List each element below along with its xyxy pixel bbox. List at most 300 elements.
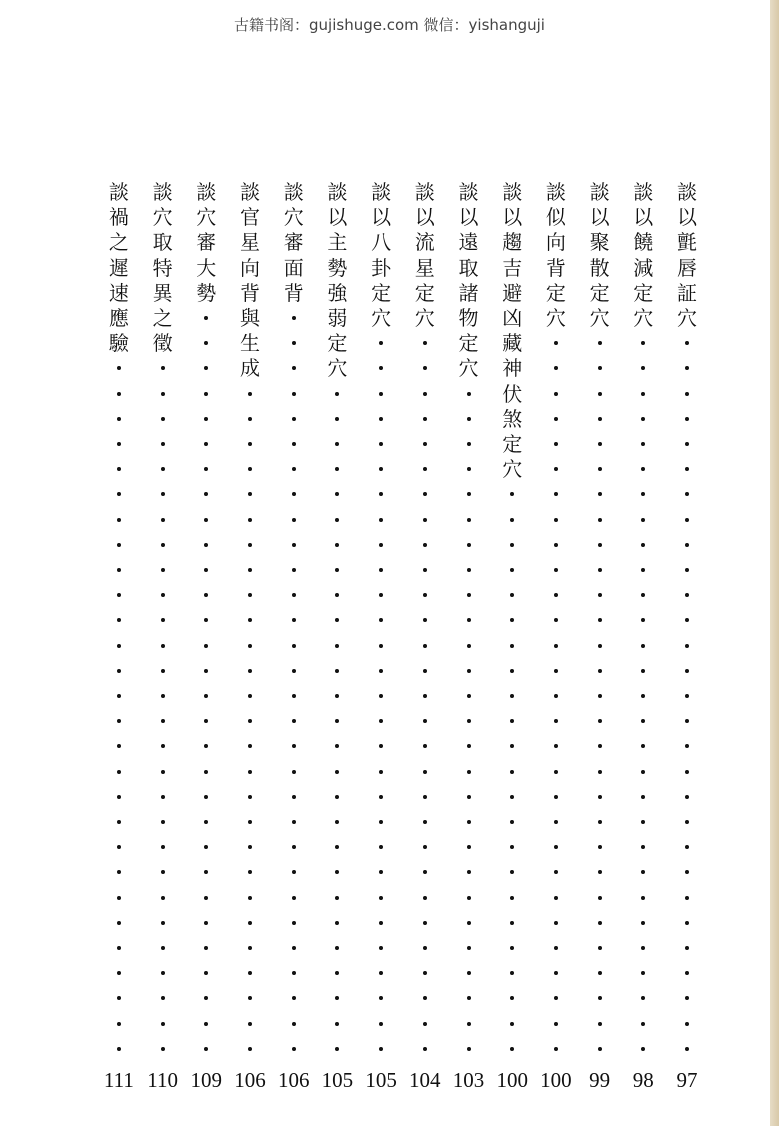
leader-dot (423, 820, 427, 824)
leader-dot (467, 568, 471, 572)
leader-dot (379, 593, 383, 597)
leader-dot (379, 341, 383, 345)
leader-dot (685, 896, 689, 900)
toc-entry-title: 談 官 星 向 背 與 生 成 (240, 180, 260, 381)
toc-entry (454, 180, 484, 1100)
leader-dot (292, 946, 296, 950)
leader-dot (379, 820, 383, 824)
toc-entry (104, 180, 134, 1100)
leader-dot (335, 870, 339, 874)
leader-dot (379, 467, 383, 471)
leader-dot (598, 543, 602, 547)
leader-dot (117, 820, 121, 824)
leader-dot (204, 543, 208, 547)
toc-entry-page-number: 106 (277, 1068, 310, 1092)
leader-dot (510, 694, 514, 698)
leader-dot (379, 921, 383, 925)
leader-dot (204, 492, 208, 496)
toc-entry-title: 談 穴 審 面 背 (283, 180, 304, 305)
leader-dot (467, 1022, 471, 1026)
leader-dot (510, 896, 514, 900)
leader-dot (204, 1022, 208, 1026)
leader-dot (117, 366, 121, 370)
leader-dot (117, 467, 121, 471)
toc-entry-page-number: 97 (676, 1068, 698, 1092)
leader-dot (204, 341, 208, 345)
leader-dot (554, 820, 558, 824)
leader-dot (467, 820, 471, 824)
leader-dot (641, 996, 645, 1000)
leader-dot (117, 644, 121, 648)
leader-dot (554, 845, 558, 849)
leader-dot (685, 644, 689, 648)
leader-dot (423, 870, 427, 874)
leader-dot (379, 669, 383, 673)
leader-dot (292, 719, 296, 723)
leader-dot (204, 644, 208, 648)
leader-dot (161, 492, 165, 496)
leader-dot (248, 593, 252, 597)
toc-entry-title: 談 以 流 星 定 穴 (414, 180, 435, 330)
leader-dot (423, 392, 427, 396)
leader-dot (641, 921, 645, 925)
leader-dot (554, 366, 558, 370)
leader-dot (248, 870, 252, 874)
leader-dot (598, 366, 602, 370)
leader-dot (335, 392, 339, 396)
toc-entry (279, 180, 309, 1100)
leader-dot (204, 921, 208, 925)
leader-dot (117, 618, 121, 622)
leader-dot (117, 1022, 121, 1026)
leader-dot (292, 770, 296, 774)
leader-dot (335, 845, 339, 849)
leader-dot (204, 795, 208, 799)
leader-dot (510, 518, 514, 522)
toc-entry-title: 談 以 遠 取 諸 物 定 穴 (458, 180, 479, 381)
leader-dot (641, 719, 645, 723)
leader-dot (685, 669, 689, 673)
leader-dot (510, 845, 514, 849)
leader-dot (641, 744, 645, 748)
leader-dot (685, 341, 689, 345)
leader-dot (685, 946, 689, 950)
leader-dot (423, 770, 427, 774)
leader-dot (598, 644, 602, 648)
leader-dot (685, 366, 689, 370)
leader-dot (292, 996, 296, 1000)
leader-dot (685, 392, 689, 396)
leader-dot (335, 1022, 339, 1026)
leader-dot (335, 971, 339, 975)
leader-dot (204, 870, 208, 874)
leader-dot (598, 492, 602, 496)
leader-dot (423, 518, 427, 522)
leader-dot (641, 442, 645, 446)
leader-dot (554, 795, 558, 799)
leader-dot (554, 492, 558, 496)
leader-dot (161, 719, 165, 723)
leader-dot (335, 492, 339, 496)
leader-dot (117, 996, 121, 1000)
leader-dot (117, 921, 121, 925)
leader-dot (598, 896, 602, 900)
leader-dot (467, 896, 471, 900)
toc-entry (366, 180, 396, 1100)
leader-dot (467, 392, 471, 396)
leader-dot (161, 694, 165, 698)
leader-dot (510, 719, 514, 723)
leader-dot (510, 644, 514, 648)
leader-dot (161, 518, 165, 522)
leader-dot (423, 971, 427, 975)
leader-dot (335, 543, 339, 547)
leader-dot (292, 744, 296, 748)
leader-dot (554, 744, 558, 748)
leader-dot (248, 669, 252, 673)
leader-dot (161, 593, 165, 597)
leader-dot (204, 618, 208, 622)
leader-dot (161, 467, 165, 471)
leader-dot (510, 1047, 514, 1051)
leader-dot (598, 996, 602, 1000)
leader-dot (161, 820, 165, 824)
leader-dot (510, 770, 514, 774)
leader-dot (117, 442, 121, 446)
leader-dot (248, 845, 252, 849)
leader-dot (292, 568, 296, 572)
leader-dot (641, 946, 645, 950)
leader-dot (554, 467, 558, 471)
leader-dot (117, 845, 121, 849)
toc-entry-page-number: 111 (103, 1068, 134, 1092)
leader-dot (379, 492, 383, 496)
toc-entry-title: 談 以 聚 散 定 穴 (589, 180, 610, 330)
leader-dot (248, 971, 252, 975)
leader-dot (641, 392, 645, 396)
leader-dot (467, 744, 471, 748)
leader-dot (292, 492, 296, 496)
leader-dot (641, 669, 645, 673)
leader-dot (641, 845, 645, 849)
leader-dot (204, 694, 208, 698)
toc-entry-page-number: 105 (321, 1068, 354, 1092)
leader-dot (467, 921, 471, 925)
leader-dot (423, 568, 427, 572)
leader-dot (117, 744, 121, 748)
leader-dot (598, 417, 602, 421)
leader-dot (117, 946, 121, 950)
leader-dot (510, 1022, 514, 1026)
leader-dot (117, 568, 121, 572)
leader-dot (467, 467, 471, 471)
leader-dot (379, 518, 383, 522)
leader-dot (598, 341, 602, 345)
leader-dot (248, 770, 252, 774)
toc-entry-page-number: 106 (234, 1068, 266, 1092)
leader-dot (379, 644, 383, 648)
leader-dot (423, 644, 427, 648)
leader-dot (204, 417, 208, 421)
leader-dot (598, 568, 602, 572)
leader-dot (248, 518, 252, 522)
leader-dot (467, 795, 471, 799)
leader-dot (510, 996, 514, 1000)
leader-dot (117, 1047, 121, 1051)
leader-dot (598, 669, 602, 673)
leader-dot (379, 442, 383, 446)
leader-dot (423, 417, 427, 421)
leader-dot (598, 593, 602, 597)
leader-dot (510, 870, 514, 874)
toc-entry-page-number: 98 (632, 1068, 654, 1092)
leader-dot (641, 618, 645, 622)
leader-dot (379, 417, 383, 421)
leader-dot (292, 644, 296, 648)
leader-dot (204, 946, 208, 950)
leader-dot (467, 845, 471, 849)
leader-dot (598, 845, 602, 849)
leader-dot (379, 568, 383, 572)
toc-entry (148, 180, 178, 1100)
leader-dot (204, 845, 208, 849)
toc-entry (585, 180, 615, 1100)
leader-dot (598, 618, 602, 622)
leader-dot (117, 694, 121, 698)
leader-dot (641, 694, 645, 698)
leader-dot (292, 921, 296, 925)
leader-dot (598, 1022, 602, 1026)
leader-dot (117, 896, 121, 900)
leader-dot (598, 770, 602, 774)
leader-dot (379, 971, 383, 975)
leader-dot (161, 543, 165, 547)
toc-entry (322, 180, 352, 1100)
toc-entry-title: 談 以 氈 唇 証 穴 (677, 180, 697, 330)
leader-dot (161, 896, 165, 900)
leader-dot (379, 392, 383, 396)
leader-dot (685, 770, 689, 774)
leader-dot (554, 770, 558, 774)
toc-entry-page-number: 110 (147, 1068, 178, 1092)
leader-dot (510, 618, 514, 622)
leader-dot (117, 392, 121, 396)
leader-dot (161, 1022, 165, 1026)
leader-dot (554, 921, 558, 925)
leader-dot (685, 568, 689, 572)
leader-dot (641, 417, 645, 421)
toc-entry-page-number: 100 (496, 1068, 528, 1092)
leader-dot (641, 366, 645, 370)
leader-dot (685, 795, 689, 799)
leader-dot (510, 946, 514, 950)
leader-dot (467, 492, 471, 496)
leader-dot (554, 543, 558, 547)
leader-dot (423, 1022, 427, 1026)
leader-dot (379, 744, 383, 748)
leader-dot (248, 568, 252, 572)
leader-dot (335, 770, 339, 774)
leader-dot (204, 442, 208, 446)
leader-dot (467, 518, 471, 522)
leader-dot (248, 694, 252, 698)
leader-dot (641, 341, 645, 345)
leader-dot (598, 946, 602, 950)
leader-dot (335, 518, 339, 522)
leader-dot (423, 719, 427, 723)
leader-dot (204, 1047, 208, 1051)
leader-dot (379, 896, 383, 900)
leader-dot (685, 694, 689, 698)
leader-dot (467, 669, 471, 673)
toc-entry (191, 180, 221, 1100)
leader-dot (117, 593, 121, 597)
leader-dot (335, 744, 339, 748)
leader-dot (685, 1047, 689, 1051)
leader-dot (248, 946, 252, 950)
leader-dot (161, 392, 165, 396)
leader-dot (335, 644, 339, 648)
leader-dot (510, 795, 514, 799)
leader-dot (292, 467, 296, 471)
leader-dot (510, 820, 514, 824)
leader-dot (641, 870, 645, 874)
leader-dot (335, 694, 339, 698)
leader-dot (204, 316, 208, 320)
leader-dot (248, 896, 252, 900)
leader-dot (423, 946, 427, 950)
leader-dot (335, 719, 339, 723)
leader-dot (161, 921, 165, 925)
leader-dot (204, 467, 208, 471)
leader-dot (161, 568, 165, 572)
leader-dot (292, 593, 296, 597)
leader-dot (335, 618, 339, 622)
toc-entry (628, 180, 658, 1100)
leader-dot (204, 366, 208, 370)
leader-dot (510, 744, 514, 748)
leader-dot (292, 1047, 296, 1051)
leader-dot (204, 971, 208, 975)
leader-dot (161, 417, 165, 421)
leader-dot (248, 442, 252, 446)
leader-dot (117, 719, 121, 723)
leader-dot (335, 996, 339, 1000)
leader-dot (467, 618, 471, 622)
toc-entry-page-number: 99 (589, 1068, 611, 1092)
leader-dot (161, 618, 165, 622)
leader-dot (248, 921, 252, 925)
leader-dot (598, 442, 602, 446)
leader-dot (161, 669, 165, 673)
leader-dot (292, 845, 296, 849)
toc-entry (410, 180, 440, 1100)
leader-dot (335, 795, 339, 799)
leader-dot (510, 669, 514, 673)
leader-dot (292, 896, 296, 900)
leader-dot (335, 946, 339, 950)
leader-dot (379, 694, 383, 698)
leader-dot (467, 543, 471, 547)
leader-dot (685, 845, 689, 849)
leader-dot (423, 366, 427, 370)
leader-dot (292, 366, 296, 370)
leader-dot (554, 593, 558, 597)
leader-dot (161, 366, 165, 370)
leader-dot (117, 518, 121, 522)
leader-dot (204, 593, 208, 597)
leader-dot (248, 719, 252, 723)
leader-dot (423, 467, 427, 471)
leader-dot (248, 644, 252, 648)
leader-dot (467, 417, 471, 421)
toc-entry (497, 180, 527, 1100)
leader-dot (204, 896, 208, 900)
leader-dot (641, 492, 645, 496)
leader-dot (641, 1047, 645, 1051)
leader-dot (292, 392, 296, 396)
leader-dot (292, 694, 296, 698)
leader-dot (554, 669, 558, 673)
leader-dot (292, 518, 296, 522)
leader-dot (423, 694, 427, 698)
leader-dot (335, 1047, 339, 1051)
toc-entry-title: 談 禍 之 遲 速 應 驗 (108, 180, 129, 356)
toc-entry-title: 談 穴 取 特 異 之 徵 (152, 180, 173, 356)
leader-dot (335, 442, 339, 446)
leader-dot (554, 719, 558, 723)
leader-dot (204, 744, 208, 748)
leader-dot (641, 644, 645, 648)
leader-dot (510, 921, 514, 925)
leader-dot (554, 1022, 558, 1026)
leader-dot (641, 543, 645, 547)
leader-dot (467, 694, 471, 698)
leader-dot (379, 1022, 383, 1026)
leader-dot (117, 417, 121, 421)
leader-dot (598, 694, 602, 698)
leader-dot (335, 593, 339, 597)
leader-dot (510, 593, 514, 597)
leader-dot (248, 996, 252, 1000)
leader-dot (117, 669, 121, 673)
leader-dot (598, 518, 602, 522)
toc-entry-title: 談 以 主 勢 強 弱 定 穴 (327, 180, 348, 381)
leader-dot (161, 845, 165, 849)
leader-dot (554, 644, 558, 648)
leader-dot (554, 946, 558, 950)
leader-dot (641, 971, 645, 975)
leader-dot (117, 971, 121, 975)
leader-dot (204, 392, 208, 396)
leader-dot (204, 568, 208, 572)
leader-dot (423, 896, 427, 900)
leader-dot (685, 417, 689, 421)
leader-dot (641, 1022, 645, 1026)
leader-dot (161, 996, 165, 1000)
leader-dot (248, 417, 252, 421)
leader-dot (379, 618, 383, 622)
leader-dot (598, 795, 602, 799)
leader-dot (467, 593, 471, 597)
leader-dot (292, 971, 296, 975)
leader-dot (335, 467, 339, 471)
leader-dot (248, 820, 252, 824)
toc-entry (541, 180, 571, 1100)
leader-dot (685, 467, 689, 471)
leader-dot (204, 518, 208, 522)
leader-dot (292, 442, 296, 446)
